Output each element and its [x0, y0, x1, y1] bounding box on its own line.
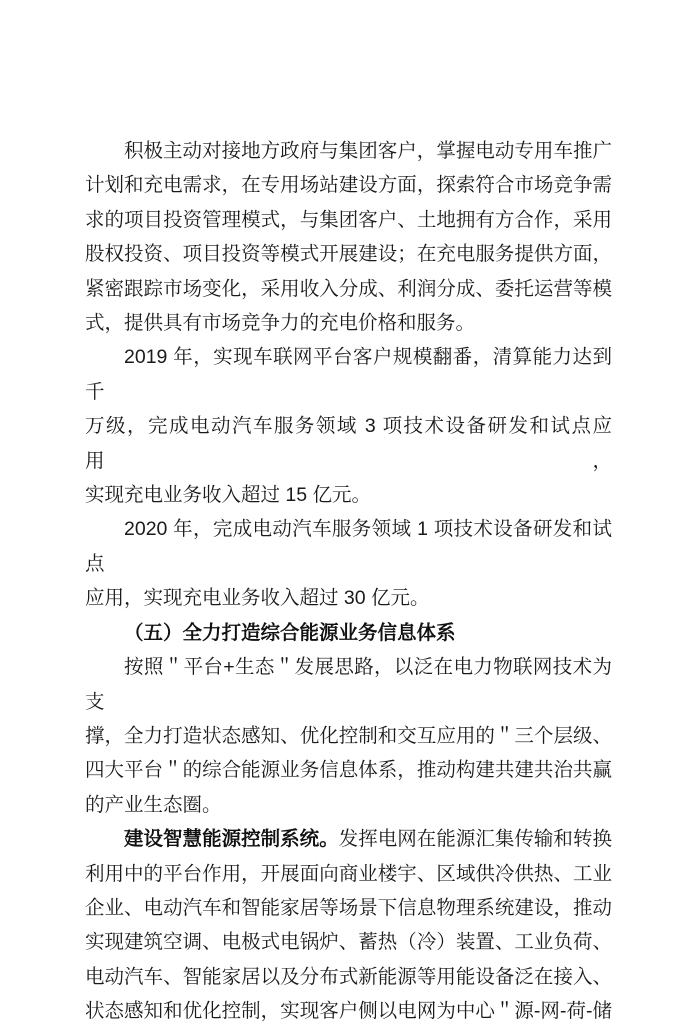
text-line: 撑，全力打造状态感知、优化控制和交互应用的＂三个层级、 [85, 724, 612, 747]
text-line: 式，提供具有市场竞争力的充电价格和服务。 [85, 312, 476, 335]
text-line: 2020 年，完成电动汽车服务领域 1 项技术设备研发和试点 [85, 518, 612, 575]
paragraph-charging-market [85, 134, 612, 340]
text-line: 实现建筑空调、电极式电锅炉、蓄热（冷）装置、工业负荷、 [85, 931, 612, 954]
lead-rest-text: 发挥电网在能源汇集传输和转换 [338, 828, 612, 851]
text-line: 积极主动对接地方政府与集团客户，掌握电动专用车推广 [124, 140, 612, 162]
text-line: 紧密跟踪市场变化，采用收入分成、利润分成、委托运营等模 [85, 277, 612, 300]
paragraph-2020-goals [85, 512, 612, 615]
text-line: 的产业生态圈。 [85, 793, 222, 816]
paragraph-platform-ecosystem [85, 650, 612, 822]
text-line: 企业、电动汽车和智能家居等场景下信息物理系统建设，推动 [85, 896, 612, 919]
text-line: 状态感知和优化控制，实现客户侧以电网为中心＂源-网-荷-储 [85, 1000, 612, 1023]
section-heading: （五）全力打造综合能源业务信息体系 [124, 621, 456, 644]
document-body [85, 134, 612, 1029]
text-line: 四大平台＂的综合能源业务信息体系，推动构建共建共治共赢 [85, 759, 612, 782]
paragraph-smart-energy-control [85, 822, 612, 1028]
text-line: 计划和充电需求，在专用场站建设方面，探索符合市场竞争需 [85, 174, 612, 197]
text-line: 按照＂平台+生态＂发展思路，以泛在电力物联网技术为支 [85, 656, 612, 713]
text-line: 实现充电业务收入超过 15 亿元。 [85, 484, 372, 507]
text-line [85, 822, 612, 856]
text-line: 2019 年，实现车联网平台客户规模翻番，清算能力达到千 [85, 346, 612, 403]
text-line: 电动汽车、智能家居以及分布式新能源等用能设备泛在接入、 [85, 965, 612, 988]
paragraph-2019-goals [85, 340, 612, 512]
text-line: 利用中的平台作用，开展面向商业楼宇、区域供冷供热、工业 [85, 862, 612, 885]
text-line: 股权投资、项目投资等模式开展建设；在充电服务提供方面， [85, 243, 612, 266]
text-line: 求的项目投资管理模式，与集团客户、土地拥有方合作，采用 [85, 208, 612, 231]
bold-lead-text: 建设智慧能源控制系统。 [124, 828, 339, 851]
text-line: 应用，实现充电业务收入超过 30 亿元。 [85, 587, 430, 610]
text-line: 万级，完成电动汽车服务领域 3 项技术设备研发和试点应用， [85, 415, 612, 472]
